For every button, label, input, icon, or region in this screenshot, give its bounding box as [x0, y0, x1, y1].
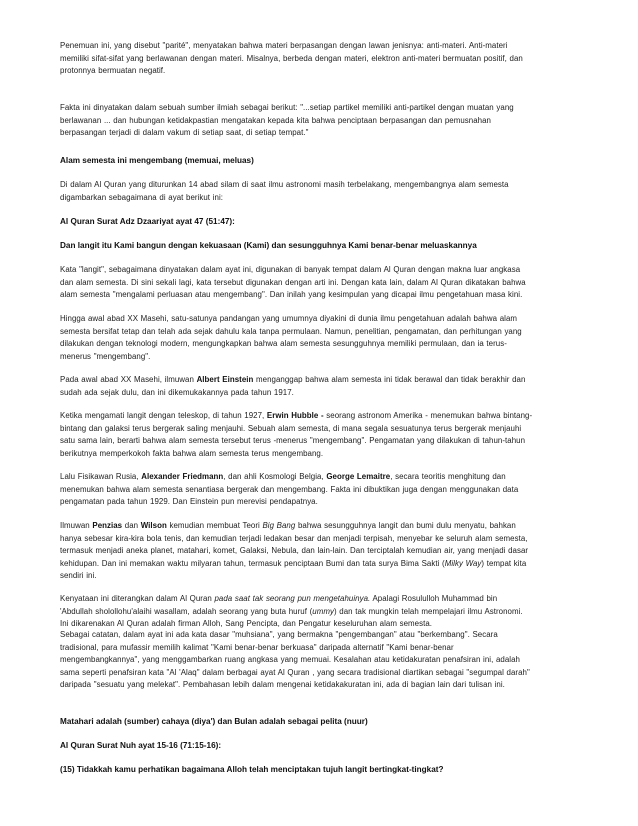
paragraph-revelation — [60, 593, 580, 631]
text-line: sendiri ini. — [60, 571, 97, 580]
text-line: digambarkan sebagaimana di ayat berikut ini: — [60, 192, 223, 202]
text-run: Kenyataan ini diterangkan dalam Al Quran — [60, 594, 215, 603]
text-line: menerus "mengembang". — [60, 351, 151, 361]
text-line: protonnya bermuatan negatif. — [60, 66, 166, 75]
paragraph-quran-intro — [60, 179, 580, 204]
text-run: Ketika mengamati langit dengan teleskop, di tahun 1927, — [60, 411, 267, 420]
text-run: Lalu Fisikawan Rusia, — [60, 472, 142, 481]
text-run: kemudian membuat Teori — [166, 521, 263, 530]
paragraph-scientific-source — [60, 102, 580, 140]
text-line: hanya sebesar kira-kira bola tenis, dan kemudian terjadi ledakan besar dan menjadi terpisah, menyebar ke seluruh alam semesta, — [60, 533, 528, 543]
text-line — [60, 520, 580, 533]
verse-translation-heading: Dan langit itu Kami bangun dengan kekuasaan (Kami) dan sesungguhnya Kami benar-benar meluaskannya — [60, 241, 477, 250]
section-heading-sun-moon: Matahari adalah (sumber) cahaya (diya') dan Bulan adalah sebagai pelita (nuur) — [60, 717, 368, 726]
text-run: 'Abdullah sholollohu'alaihi wasallam, adalah seorang yang buta huruf ( — [60, 606, 313, 616]
section-heading-expanding-universe: Alam semesta ini mengembang (memuai, meluas) — [60, 156, 254, 165]
text-line: Penemuan ini, yang disebut "parité", menyatakan bahwa materi berpasangan dengan lawan jenisnya: anti-materi. Anti-materi — [60, 41, 508, 50]
text-run: , secara teoritis menghitung dan — [390, 472, 506, 481]
text-line — [60, 410, 580, 423]
verse-reference-heading: Al Quran Surat Adz Dzaariyat ayat 47 (51:47): — [60, 217, 235, 226]
name-hubble: Erwin Hubble - — [266, 411, 324, 420]
text-line: termasuk menjadi aneka planet, matahari, komet, Galaksi, Nebula, dan lain-lain. Dan terciptalah kemudian air, yang menjadi dasar — [60, 546, 529, 555]
text-line: dan alam semesta. Di sini sekali lagi, kata tersebut digunakan dengan arti ini. Dengan kata lain, dalam Al Quran dikatakan bahwa — [60, 277, 526, 287]
text-run: dan — [122, 521, 141, 530]
text-line: berikutnya memperkokoh fakta bahwa alam semesta terus mengembang. — [60, 448, 324, 458]
text-line — [60, 471, 580, 484]
text-line: Ini dikarenakan Al Quran adalah firman Alloh, Sang Pencipta, dan Pengatur keseluruhan alam semesta. — [60, 619, 433, 628]
text-run: Pada awal abad XX Masehi, ilmuwan — [60, 375, 197, 384]
text-line: menemukan bahwa alam semesta senantiasa bergerak dan mengembang. Fakta ini dibuktikan juga dengan menggunakan data — [60, 484, 519, 494]
text-line: dilakukan dengan teknologi modern, mengungkapkan bahwa alam semesta sesungguhnya memiliki permulaan, dan ia terus- — [60, 339, 507, 348]
text-line: Sebagai catatan, dalam ayat ini ada kata dasar "muhsiana", yang bermakna "pengembangan" atau "berkembang". Secara — [60, 630, 498, 639]
term-ummy: ummy — [312, 606, 334, 616]
text-line: Fakta ini dinyatakan dalam sebuah sumber ilmiah sebagai berikut: "...setiap partikel memiliki anti-partikel dengan muatan yang — [60, 103, 514, 112]
text-line: sama seperti penafsiran kata "Al 'Alaq" dalam berbagai ayat Al Quran , yang secara tradisional diartikan sebagai "segumpal darah" — [60, 667, 530, 677]
name-lemaitre: George Lemaitre — [326, 472, 391, 481]
text-run: , dan ahli Kosmologi Belgia, — [223, 472, 327, 481]
text-line — [60, 374, 580, 387]
text-line: Hingga awal abad XX Masehi, satu-satunya pandangan yang umumnya diyakini di dunia ilmu pengetahuan adalah bahwa alam — [60, 314, 518, 323]
paragraph-translation-note — [60, 629, 580, 692]
text-line: tradisional, para mufassir memilih kalimat "Kami benar-benar berkuasa" daripada alternatif "Kami benar-benar — [60, 642, 454, 652]
text-run: menganggap bahwa alam semesta ini tidak berawal dan tidak berakhir dan — [253, 375, 526, 384]
name-einstein: Albert Einstein — [196, 375, 254, 384]
text-line: satu sama lain, berarti bahwa alam semesta tersebut terus -menerus "mengembang". Pengamatan yang dilakukan di tahun-tahun — [60, 436, 526, 445]
name-wilson: Wilson — [140, 521, 167, 530]
text-line: semesta bersifat tetap dan telah ada sejak dahulu kala tanpa permulaan. Namun, penelitian, pengamatan, dan perhitungan yang — [60, 326, 522, 336]
text-run: ) dan tak mungkin telah mempelajari ilmu Astronomi. — [333, 606, 523, 616]
text-line: sudah ada sejak dulu, dan ini dikemukakannya pada tahun 1917. — [60, 387, 294, 397]
text-line: memiliki sifat-sifat yang berlawanan dengan materi. Misalnya, berbeda dengan materi, elektron anti-materi bermuatan positif, dan — [60, 53, 523, 63]
verse-reference-heading-nuh: Al Quran Surat Nuh ayat 15-16 (71:15-16): — [60, 741, 222, 750]
text-run: bahwa sesungguhnya langit dan bumi dulu menyatu, bahkan — [295, 521, 516, 530]
name-friedmann: Alexander Friedmann — [141, 472, 224, 481]
text-line: bintang dan galaksi terus bergerak saling menjauhi. Sebuah alam semesta, di mana segala sesuatunya terus bergerak menjauhi — [60, 423, 522, 433]
verse-translation-heading-15: (15) Tidakkah kamu perhatikan bagaimana Alloh telah menciptakan tujuh langit bertingkat-tingkat? — [60, 765, 444, 774]
paragraph-meaning-of-sky — [60, 264, 580, 302]
paragraph-static-universe — [60, 313, 580, 363]
text-line: pengamatan pada tahun 1929. Dan Einstein pun merevisi pendapatnya. — [60, 497, 318, 506]
text-line: berpasangan terjadi di dalam vakum di setiap saat, di setiap tempat." — [60, 128, 309, 137]
text-run: kehidupan. Dan ini memakan waktu milyaran tahun, termasuk penciptaan Bumi dan tata surya Bima Sakti ( — [60, 558, 445, 568]
text-line — [60, 606, 580, 619]
emphasis-phrase: pada saat tak seorang pun mengetahuinya. — [214, 594, 371, 603]
text-line: berlawanan ... dan hubungan ketidakpastian mengatakan kepada kita bahwa penciptaan berpasangan dan pemusnahan — [60, 115, 491, 125]
paragraph-big-bang — [60, 520, 580, 583]
text-line: Di dalam Al Quran yang diturunkan 14 abad silam di saat ilmu astronomi masih terbelakang, mengembangnya alam semesta — [60, 180, 509, 189]
term-milky-way: Milky Way — [444, 558, 482, 568]
paragraph-friedmann-lemaitre — [60, 471, 580, 509]
paragraph-parity — [60, 40, 580, 78]
name-penzias: Penzias — [92, 521, 123, 530]
text-run: Ilmuwan — [60, 521, 93, 530]
text-line: alam semesta "mengalami perluasan atau mengembang". Dan inilah yang kesimpulan yang dicapai ilmu pengetahuan masa kini. — [60, 290, 523, 299]
term-big-bang: Big Bang — [262, 521, 296, 530]
paragraph-hubble — [60, 410, 580, 460]
text-line: mengembangkannya", yang menggambarkan ruang angkasa yang memuai. Kesalahan atau ketidakuratan penafsiran ini, adalah — [60, 655, 520, 664]
text-run: seorang astronom Amerika - menemukan bahwa bintang- — [323, 411, 533, 420]
text-run: Apalagi Rosululloh Muhammad bin — [370, 594, 498, 603]
text-line: Kata "langit", sebagaimana dinyatakan dalam ayat ini, digunakan di banyak tempat dalam Al Quran dengan makna luar angkasa — [60, 265, 521, 274]
text-line: daripada "sesuatu yang melekat". Pembahasan lebih dalam mengenai ketidakakuratan ini, ada di bagian lain dari tulisan ini. — [60, 680, 505, 689]
text-line — [60, 593, 580, 606]
paragraph-einstein — [60, 374, 580, 399]
text-run: ) tempat kita — [481, 558, 527, 568]
text-line — [60, 558, 580, 571]
